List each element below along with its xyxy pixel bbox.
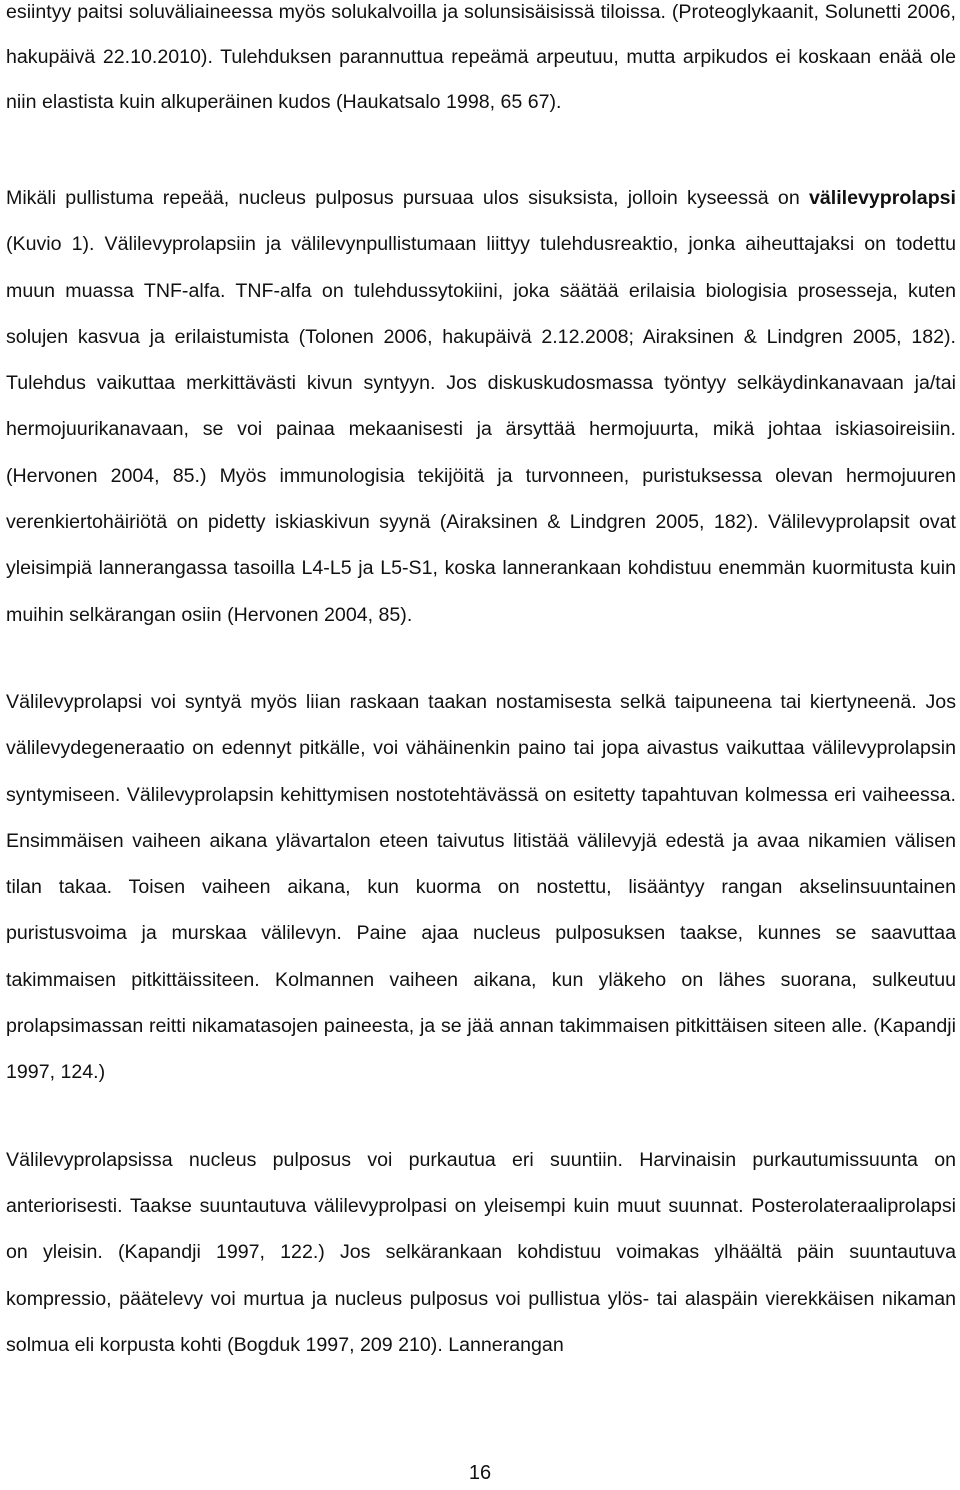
paragraph-2-rest: (Kuvio 1). Välilevyprolapsiin ja välilevynpullistumaan liittyy tulehdusreaktio, jonka aiheuttajaksi on todettu muun muassa TNF-alfa. TNF-alfa on tulehdussytokiini, joka säätää erilaisia biologisia prosesseja, kuten solujen kasvua ja erilaistumista (Tolonen 2006, hakupäivä 2.12.2008; Airaksinen & Lindgren 2005, 182). Tulehdus vaikuttaa merkittävästi kivun syntyyn. Jos diskuskudosmassa työntyy selkäydinkanavaan ja/tai hermojuurikanavaan, se voi painaa mekaanisesti ja ärsyttää hermojuurta, mikä johtaa iskiasoireisiin. (Hervonen 2004, 85.) Myös immunologisia tekijöitä ja turvonneen, puristuksessa olevan hermojuuren verenkiertohäiriötä on pidetty iskiaskivun syynä (Airaksinen & Lindgren 2005, 182). Välilevyprolapsit ovat yleisimpiä lannerangassa tasoilla L4-L5 ja L5-S1, koska lannerankaan kohdistuu enemmän kuormitusta kuin muihin selkärangan osiin (Hervonen 2004, 85). xyxy=(6,233,956,626)
paragraph-2 xyxy=(6,175,956,638)
paragraph-4: Välilevyprolapsissa nucleus pulposus voi purkautua eri suuntiin. Harvinaisin purkautumissuunta on anteriorisesti. Taakse suuntautuva välilevyprolpasi on yleisempi kuin muut suunnat. Posterolateraaliprolapsi on yleisin. (Kapandji 1997, 122.) Jos selkärankaan kohdistuu voimakas ylhäältä päin suuntautuva kompressio, päätelevy voi murtua ja nucleus pulposus voi pullistua ylös- tai alaspäin vierekkäisen nikaman solmua eli korpusta kohti (Bogduk 1997, 209 210). Lannerangan xyxy=(6,1148,956,1356)
paragraph-2-start: Mikäli pullistuma repeää, nucleus pulposus pursuaa ulos sisuksista, jolloin kyseessä on xyxy=(6,187,809,209)
paragraph-1: esiintyy paitsi soluväliaineessa myös solukalvoilla ja solunsisäisissä tiloissa. (Proteoglykaanit, Solunetti 2006, hakupäivä 22.10.2010). Tulehduksen parannuttua repeämä arpeutuu, mutta arpikudos ei koskaan enää ole niin elastista kuin alkuperäinen kudos (Haukatsalo 1998, 65 67). xyxy=(6,1,956,113)
document-page xyxy=(6,0,956,1368)
paragraph-3: Välilevyprolapsi voi syntyä myös liian raskaan taakan nostamisesta selkä taipuneena tai kiertyneenä. Jos välilevydegeneraatio on edennyt pitkälle, voi vähäinenkin paino tai jopa aivastus vaikuttaa välilevyprolapsin syntymiseen. Välilevyprolapsin kehittymisen nostotehtävässä on esitetty tapahtuvan kolmessa eri vaiheessa. Ensimmäisen vaiheen aikana ylävartalon eteen taivutus litistää välilevyjä edestä ja avaa nikamien välisen tilan takaa. Toisen vaiheen aikana, kun kuorma on nostettu, lisääntyy rangan akselinsuuntainen puristusvoima ja murskaa välilevyn. Paine ajaa nucleus pulposuksen taakse, kunnes se saavuttaa takimmaisen pitkittäissiteen. Kolmannen vaiheen aikana, kun yläkeho on lähes suorana, sulkeutuu prolapsimassan reitti nikamatasojen paineesta, ja se jää annan takimmaisen pitkittäisen siteen alle. (Kapandji 1997, 124.) xyxy=(6,690,956,1084)
page-number: 16 xyxy=(468,1462,492,1484)
term-valilevyprolapsi: välilevyprolapsi xyxy=(808,187,956,209)
